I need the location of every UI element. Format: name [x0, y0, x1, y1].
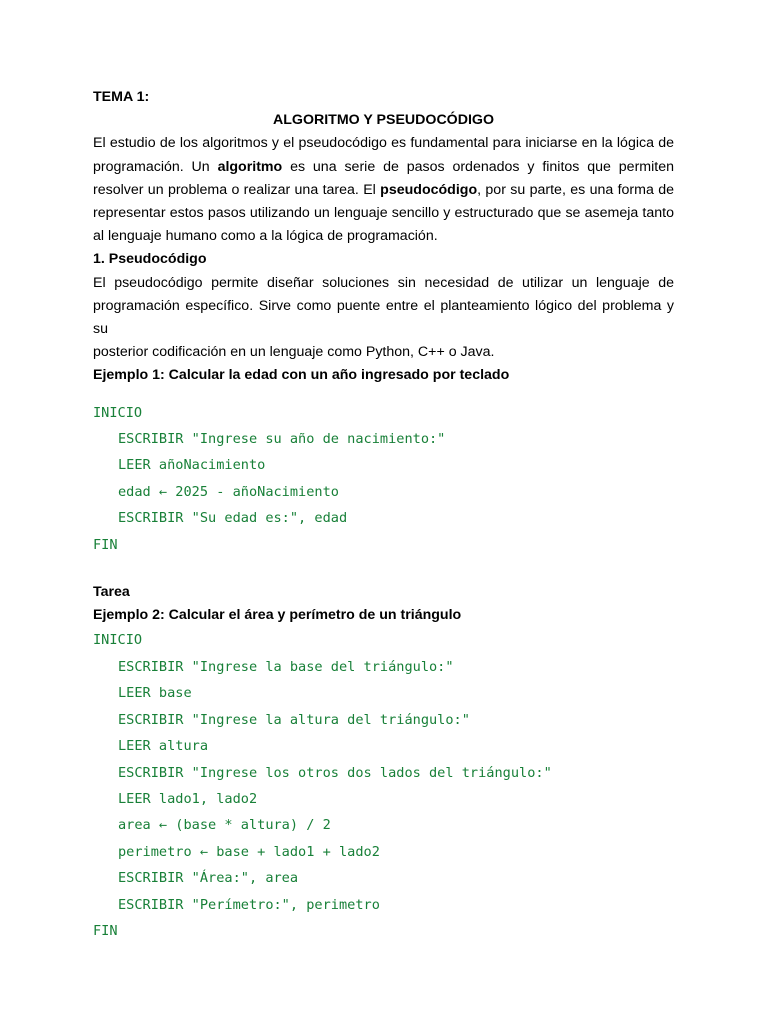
code-line: FIN: [93, 922, 118, 939]
example-1-code-block: [93, 400, 674, 558]
intro-paragraph: [93, 132, 674, 248]
intro-line-3: [93, 179, 674, 202]
example-2-title: Ejemplo 2: Calcular el área y perímetro de un triángulo: [93, 607, 462, 624]
code-line: FIN: [93, 536, 118, 553]
code-line: LEER base: [118, 685, 192, 702]
code-line: ESCRIBIR "Área:", area: [118, 870, 299, 887]
code-line: perimetro ← base + lado1 + lado2: [118, 843, 380, 860]
code-line: ESCRIBIR "Ingrese la altura del triángulo:": [118, 711, 470, 728]
code-line: INICIO: [93, 632, 143, 649]
task-label: Tarea: [93, 584, 130, 601]
intro-line-2: [93, 156, 674, 179]
code-line: LEER lado1, lado2: [118, 790, 258, 807]
intro-line-5: al lenguaje humano como a la lógica de programación.: [93, 228, 438, 245]
section-1-title: 1. Pseudocódigo: [93, 251, 207, 268]
document-page: [93, 86, 674, 944]
document-title: ALGORITMO Y PSEUDOCÓDIGO: [273, 112, 494, 129]
example-2-code-block: [93, 627, 674, 944]
term-pseudocodigo: pseudocódigo: [380, 181, 478, 198]
intro-text: , por su parte, es una forma de: [477, 181, 674, 198]
intro-text: resolver un problema o realizar una tarea. El: [93, 181, 381, 198]
code-line: edad ← 2025 - añoNacimiento: [118, 483, 339, 500]
code-line: LEER añoNacimiento: [118, 457, 266, 474]
intro-text: programación. Un: [93, 158, 218, 175]
intro-line-4: representar estos pasos utilizando un lenguaje sencillo y estructurado que se asemeja tanto: [93, 205, 674, 222]
term-algoritmo: algoritmo: [217, 158, 283, 175]
section-1-line-3: posterior codificación en un lenguaje como Python, C++ o Java.: [93, 344, 495, 361]
section-1-paragraph: [93, 272, 674, 365]
intro-text: es una serie de pasos ordenados y finitos que permiten: [282, 158, 674, 175]
example-1-title: Ejemplo 1: Calcular la edad con un año ingresado por teclado: [93, 367, 510, 384]
code-line: ESCRIBIR "Ingrese los otros dos lados del triángulo:": [118, 764, 552, 781]
code-line: LEER altura: [118, 738, 209, 755]
code-line: ESCRIBIR "Perímetro:", perimetro: [118, 896, 380, 913]
code-line: ESCRIBIR "Ingrese su año de nacimiento:": [118, 431, 446, 448]
intro-line-1: El estudio de los algoritmos y el pseudocódigo es fundamental para iniciarse en la lógica de: [93, 135, 674, 152]
code-line: ESCRIBIR "Ingrese la base del triángulo:": [118, 658, 454, 675]
topic-heading: TEMA 1:: [93, 89, 150, 105]
section-1-line-2: programación específico. Sirve como puente entre el planteamiento lógico del problema y su: [93, 297, 674, 338]
code-line: INICIO: [93, 404, 143, 421]
code-line: ESCRIBIR "Su edad es:", edad: [118, 510, 348, 527]
section-1-line-1: El pseudocódigo permite diseñar soluciones sin necesidad de utilizar un lenguaje de: [93, 274, 674, 291]
code-line: area ← (base * altura) / 2: [118, 817, 331, 834]
